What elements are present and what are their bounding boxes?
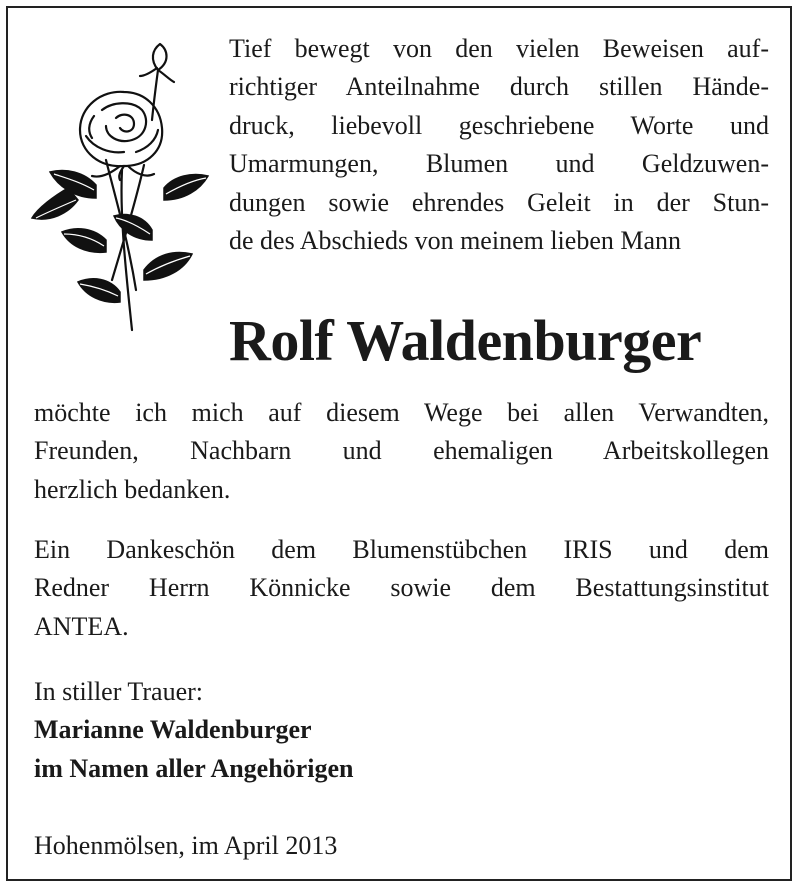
special-thanks-paragraph [34, 531, 769, 646]
thanks-line: Freunden, Nachbarn und ehemaligen Arbeitskollegen [34, 436, 769, 466]
thanks-line: möchte ich mich auf diesem Wege bei allen Verwandten, [34, 398, 769, 427]
signature-block [34, 673, 769, 788]
thanks-line: herzlich bedanken. [34, 474, 231, 504]
intro-line: Tief bewegt von den vielen Beweisen auf- [229, 34, 769, 63]
intro-line: dungen sowie ehrendes Geleit in der Stun- [229, 187, 769, 217]
special-thanks-line: ANTEA. [34, 611, 129, 641]
intro-line: druck, liebevoll geschriebene Worte und [229, 110, 769, 140]
intro-line: richtiger Anteilnahme durch stillen Hände- [229, 72, 769, 102]
special-thanks-line: Ein Dankeschön dem Blumenstübchen IRIS und dem [34, 535, 769, 564]
deceased-name: Rolf Waldenburger [229, 308, 702, 373]
mourning-label: In stiller Trauer: [34, 677, 203, 706]
rose-icon [24, 40, 214, 332]
family-line: im Namen aller Angehörigen [34, 753, 354, 783]
intro-text [229, 30, 769, 260]
intro-line: Umarmungen, Blumen und Geldzuwen- [229, 149, 769, 179]
thanks-paragraph [34, 394, 769, 509]
intro-line: de des Abschieds von meinem lieben Mann [229, 225, 682, 255]
widow-name: Marianne Waldenburger [34, 715, 312, 745]
place-date: Hohenmölsen, im April 2013 [34, 831, 338, 860]
special-thanks-line: Redner Herrn Könnicke sowie dem Bestattungsinstitut [34, 573, 769, 603]
